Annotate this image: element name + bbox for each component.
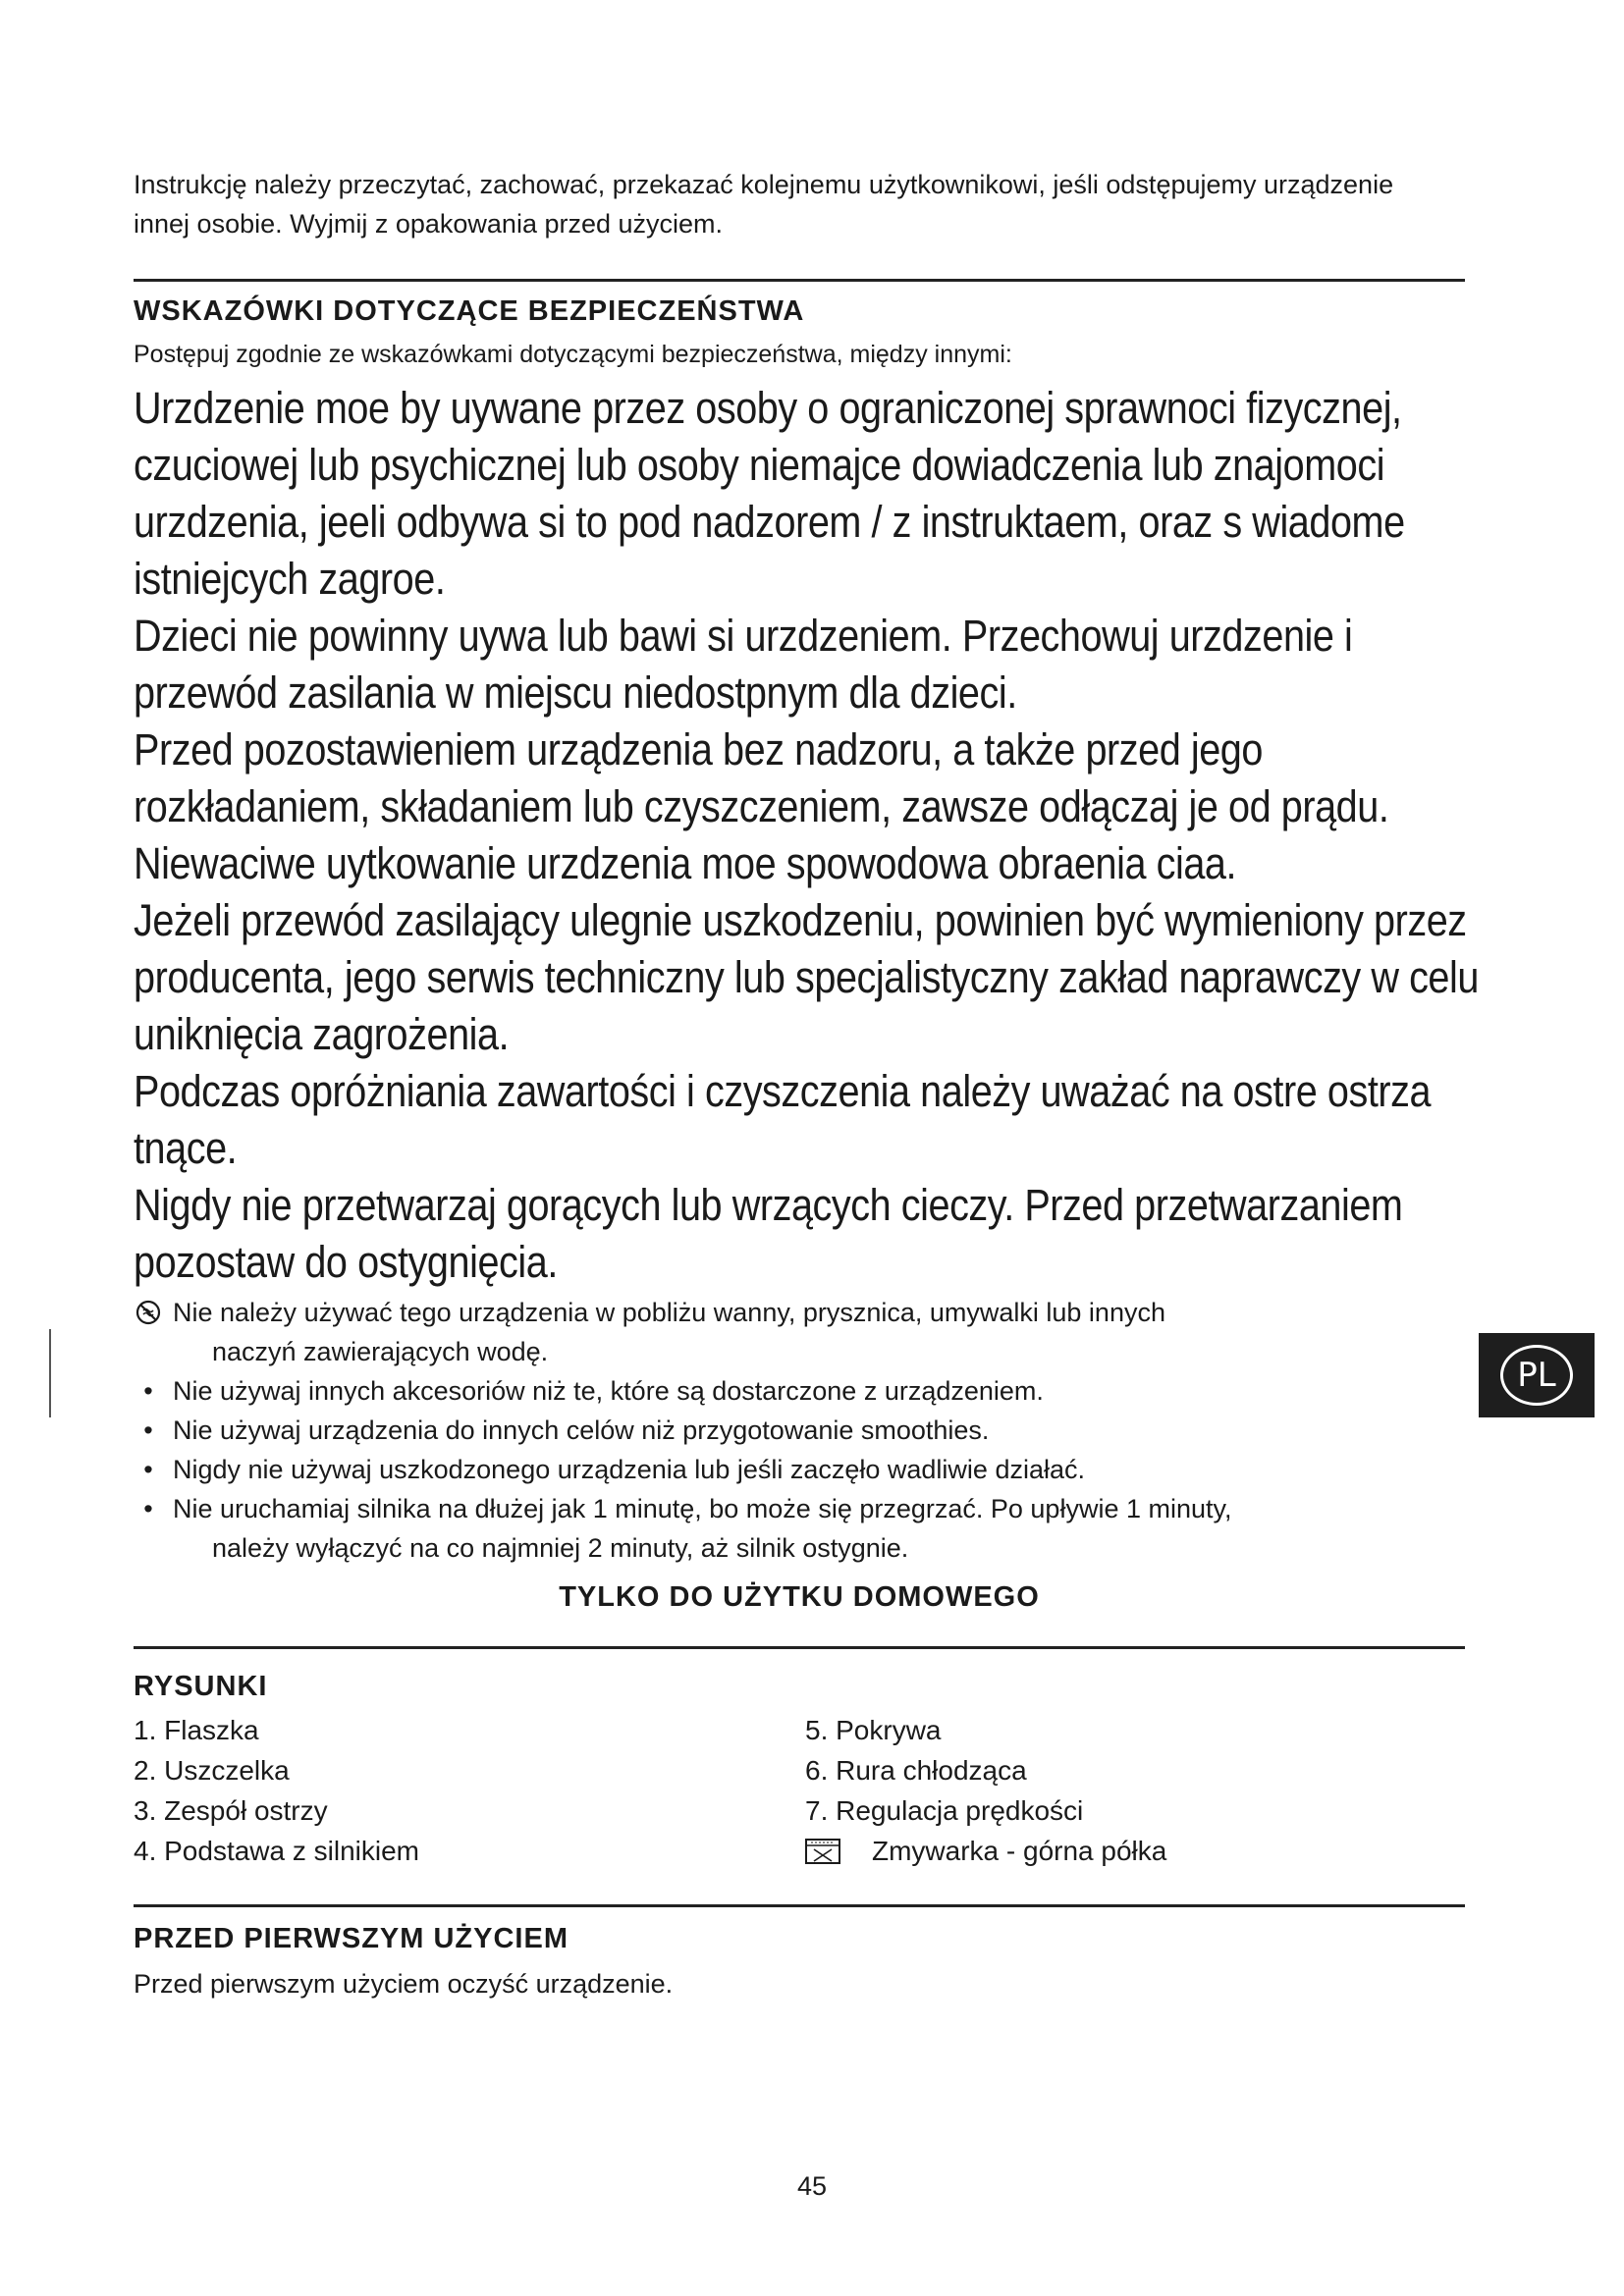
safety-heading: WSKAZÓWKI DOTYCZĄCE BEZPIECZEŃSTWA [134, 295, 805, 327]
safety-paragraph: Jeżeli przewód zasilający ulegnie uszkodzeniu, powinien być wymieniony przez producenta, jego serwis techniczny lub specjalistyczny zakład naprawczy w celu uniknięcia zagrożenia. [134, 895, 1479, 1059]
figure-item: 5. Pokrywa [805, 1715, 942, 1745]
figures-heading: RYSUNKI [134, 1671, 268, 1702]
figure-item: 3. Zespół ostrzy [134, 1795, 328, 1826]
figures-left-column [134, 1710, 805, 1871]
figures-right-column [805, 1710, 1166, 1871]
first-use-text: Przed pierwszym użyciem oczyść urządzenie. [134, 1969, 674, 1999]
dishwasher-icon [805, 1839, 840, 1864]
warning-text: Nie należy używać tego urządzenia w pobliżu wanny, prysznica, umywalki lub innych [173, 1298, 1165, 1327]
safety-paragraph: Nigdy nie przetwarzaj gorących lub wrzących cieczy. Przed przetwarzaniem pozostaw do ostygnięcia. [134, 1180, 1403, 1287]
bullet-item [134, 1489, 1465, 1568]
safety-big-text [134, 380, 1479, 1291]
warning-list [134, 1293, 1465, 1568]
bullet-text: Nie uruchamiaj silnika na dłużej jak 1 minutę, bo może się przegrzać. Po upływie 1 minuty, [173, 1494, 1232, 1523]
bullet-item [134, 1411, 1465, 1450]
bullet-icon: • [143, 1494, 153, 1523]
figure-item: 4. Podstawa z silnikiem [134, 1836, 420, 1866]
bullet-text-cont: należy wyłączyć na co najmniej 2 minuty, aż silnik ostygnie. [212, 1533, 909, 1563]
bullet-text: Nigdy nie używaj uszkodzonego urządzenia lub jeśli zaczęło wadliwie działać. [173, 1455, 1085, 1484]
bullet-text: Nie używaj urządzenia do innych celów niż przygotowanie smoothies. [173, 1415, 990, 1445]
figure-item: 1. Flaszka [134, 1715, 259, 1745]
bullet-icon: • [143, 1415, 153, 1445]
warning-item [134, 1293, 1465, 1371]
figure-item: 2. Uszczelka [134, 1755, 290, 1786]
safety-paragraph: Podczas opróżniania zawartości i czyszczenia należy uważać na ostre ostrza tnące. [134, 1066, 1432, 1173]
intro-text: Instrukcję należy przeczytać, zachować, przekazać kolejnemu użytkownikowi, jeśli odstępujemy urządzenie innej osobie. Wyjmij z opakowania przed użyciem. [134, 170, 1394, 239]
page-number: 45 [796, 2171, 828, 2201]
bullet-icon: • [143, 1455, 153, 1484]
language-badge [1479, 1333, 1595, 1417]
bullet-text: Nie używaj innych akcesoriów niż te, które są dostarczone z urządzeniem. [173, 1376, 1044, 1406]
dishwasher-item [805, 1831, 1166, 1871]
safety-paragraph: Przed pozostawieniem urządzenia bez nadzoru, a także przed jego rozkładaniem, składaniem lub czyszczeniem, zawsze odłączaj je od prądu. [134, 724, 1389, 831]
warning-text-cont: naczyń zawierających wodę. [212, 1337, 549, 1366]
safety-paragraph: Dzieci nie powinny uywa lub bawi si urzdzeniem. Przechowuj urzdzenie i przewód zasilania w miejscu niedostpnym dla dzieci. [134, 611, 1353, 718]
margin-mark [49, 1329, 51, 1417]
safety-paragraph: Urzdzenie moe by uywane przez osoby o ograniczonej sprawnoci fizycznej, czuciowej lub psychicznej lub osoby niemajce dowiadczenia lub znajomoci urzdzenia, jeeli odbywa si to pod nadzorem / z instruktaem, oraz s wiadome istniejcych zagroe. [134, 383, 1405, 604]
page-content [134, 165, 1479, 2003]
section-divider [134, 1904, 1465, 1907]
safety-subheading: Postępuj zgodnie ze wskazówkami dotyczącymi bezpieczeństwa, między innymi: [134, 341, 1012, 368]
language-badge-label: PL [1500, 1345, 1573, 1406]
dishwasher-label: Zmywarka - górna półka [872, 1836, 1167, 1866]
bullet-icon: • [143, 1376, 153, 1406]
bullet-item [134, 1450, 1465, 1489]
safety-paragraph: Niewaciwe uytkowanie urzdzenia moe spowodowa obraenia ciaa. [134, 838, 1237, 888]
figures-list [134, 1710, 1465, 1871]
household-use-notice: TYLKO DO UŻYTKU DOMOWEGO [559, 1581, 1040, 1613]
figure-item: 6. Rura chłodząca [805, 1755, 1027, 1786]
section-divider [134, 1646, 1465, 1649]
figure-item: 7. Regulacja prędkości [805, 1795, 1084, 1826]
no-water-icon [134, 1293, 163, 1332]
section-divider [134, 279, 1465, 282]
bullet-item [134, 1371, 1465, 1411]
first-use-heading: PRZED PIERWSZYM UŻYCIEM [134, 1923, 568, 1954]
